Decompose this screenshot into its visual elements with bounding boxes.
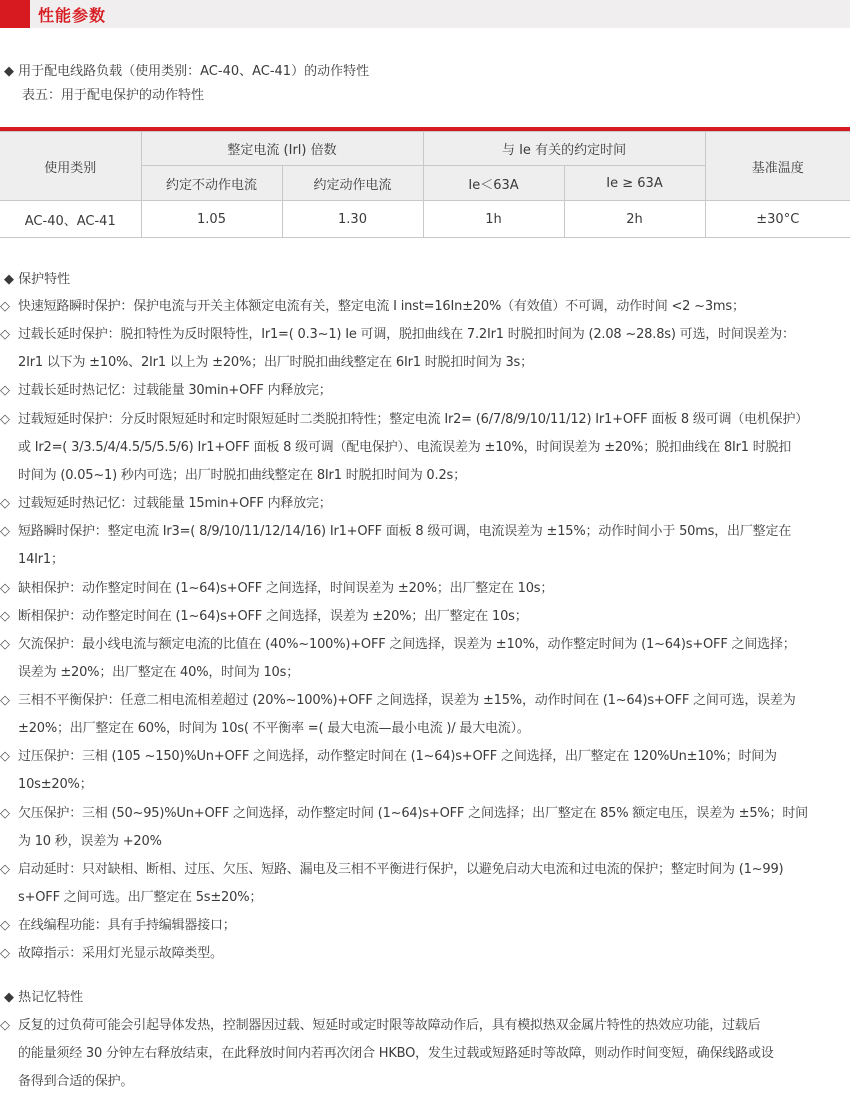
- thermal-text: 的能量须经 30 分钟左右释放结束，在此释放时间内若再次闭合 HKBO，发生过载或短路延时等故障，则动作时间变短，确保线路或设: [18, 1046, 774, 1061]
- diamond-outline-icon: ◇: [0, 693, 10, 709]
- cell-temp: ±30°C: [705, 201, 850, 238]
- protection-item-text: 过载长延时保护：脱扣特性为反时限特性，Ir1=( 0.3~1) Ie 可调，脱扣曲线在 7.2Ir1 时脱扣时间为 (2.08 ~28.8s) 可选，时间误差为：: [18, 327, 795, 343]
- protection-item-text: 断相保护：动作整定时间在 (1~64)s+OFF 之间选择，误差为 ±20%；出厂整定在 10s；: [18, 608, 528, 624]
- header-ie-ge-63a: Ie ≥ 63A: [564, 166, 705, 201]
- header-reference-temp: 基准温度: [705, 132, 850, 201]
- protection-item-text: s+OFF 之间可选。出厂整定在 5s±20%；: [18, 890, 263, 905]
- protection-item-text: 三相不平衡保护：任意二相电流相差超过 (20%~100%)+OFF 之间选择，误差为 ±15%，动作时间在 (1~64)s+OFF 之间可选，误差为: [18, 693, 796, 709]
- protection-item-text: 欠流保护：最小线电流与额定电流的比值在 (40%~100%)+OFF 之间选择，误差为 ±10%，动作整定时间为 (1~64)s+OFF 之间选择；: [18, 636, 796, 652]
- diamond-outline-icon: ◇: [0, 805, 10, 821]
- protection-item: [0, 631, 848, 687]
- table-caption: 表五：用于配电保护的动作特性: [22, 88, 205, 103]
- protection-item-text: 误差为 ±20%；出厂整定在 40%，时间为 10s；: [18, 664, 299, 680]
- protection-item-text: 过载短延时保护：分反时限短延时和定时限短延时二类脱扣特性；整定电流 Ir2= (6/7/8/9/10/11/12) Ir1+OFF 面板 8 级可调（电机保护）: [18, 411, 809, 427]
- header-ie-lt-63a: Ie＜63A: [423, 166, 564, 201]
- header-category: 使用类别: [0, 132, 141, 201]
- thermal-text: 备得到合适的保护。: [18, 1074, 134, 1089]
- protection-item: [0, 940, 848, 968]
- protection-item: [0, 293, 848, 321]
- cell-category: AC-40、AC-41: [0, 201, 141, 238]
- diamond-outline-icon: ◇: [0, 383, 10, 399]
- thermal-item: [0, 1012, 848, 1096]
- diamond-outline-icon: ◇: [0, 918, 10, 934]
- protection-item-text: 启动延时：只对缺相、断相、过压、欠压、短路、漏电及三相不平衡进行保护，以避免启动大电流和过电流的保护；整定时间为 (1~99): [18, 862, 784, 877]
- protection-item: [0, 912, 848, 940]
- diamond-outline-icon: ◇: [0, 749, 10, 765]
- protection-item: [0, 743, 848, 799]
- protection-item: [0, 490, 848, 518]
- diamond-outline-icon: ◇: [0, 524, 10, 540]
- protection-item-text: ±20%；出厂整定在 60%，时间为 10s( 不平衡率 =( 最大电流—最小电流 )/ 最大电流）。: [18, 721, 530, 737]
- page-title: 性能参数: [38, 6, 107, 25]
- protection-heading: ◆ 保护特性: [4, 272, 71, 287]
- protection-item-text: 短路瞬时保护：整定电流 Ir3=( 8/9/10/11/12/14/16) Ir1+OFF 面板 8 级可调，电流误差为 ±15%；动作时间小于 50ms，出厂整定在: [18, 524, 792, 540]
- cell-time-ge63: 2h: [564, 201, 705, 238]
- diamond-outline-icon: ◇: [0, 608, 10, 624]
- diamond-outline-icon: ◇: [0, 299, 10, 314]
- protection-item: [0, 518, 848, 574]
- cell-trip: 1.30: [282, 201, 423, 238]
- protection-item-text: 欠压保护：三相 (50~95)%Un+OFF 之间选择，动作整定时间 (1~64)s+OFF 之间选择；出厂整定在 85% 额定电压，误差为 ±5%；时间: [18, 805, 808, 821]
- header-no-trip-current: 约定不动作电流: [141, 166, 282, 201]
- protection-item-text: 过载长延时热记忆：过载能量 30min+OFF 内释放完；: [18, 383, 332, 399]
- protection-item-text: 在线编程功能：具有手持编辑器接口；: [18, 918, 236, 934]
- protection-item: [0, 321, 848, 377]
- protection-item-text: 过压保护：三相 (105 ~150)%Un+OFF 之间选择，动作整定时间在 (1~64)s+OFF 之间选择，出厂整定在 120%Un±10%；时间为: [18, 749, 777, 765]
- cell-time-lt63: 1h: [423, 201, 564, 238]
- diamond-outline-icon: ◇: [0, 327, 10, 343]
- protection-item-text: 时间为 (0.05~1) 秒内可选；出厂时脱扣曲线整定在 8Ir1 时脱扣时间为 0.2s；: [18, 467, 466, 483]
- protection-item-text: 10s±20%；: [18, 777, 93, 793]
- protection-item: [0, 575, 848, 603]
- diamond-outline-icon: ◇: [0, 1018, 10, 1033]
- protection-item-text: 或 Ir2=( 3/3.5/4/4.5/5/5.5/6) Ir1+OFF 面板 8 级可调（配电保护）、电流误差为 ±10%，时间误差为 ±20%；脱扣曲线在 8Ir1 时脱扣: [18, 439, 792, 455]
- protection-item-text: 14Ir1；: [18, 552, 64, 568]
- protection-item-text: 为 10 秒，误差为 +20%: [18, 833, 162, 849]
- protection-item: [0, 603, 848, 631]
- trip-characteristics-table: [0, 131, 850, 238]
- thermal-heading: ◆ 热记忆特性: [4, 990, 84, 1005]
- section-header: [0, 0, 850, 28]
- protection-item-text: 故障指示：采用灯光显示故障类型。: [18, 946, 223, 962]
- protection-item: [0, 856, 848, 912]
- cell-no-trip: 1.05: [141, 201, 282, 238]
- protection-item-text: 快速短路瞬时保护：保护电流与开关主体额定电流有关，整定电流 I inst=16In±20%（有效值）不可调，动作时间 <2 ~3ms；: [18, 299, 745, 314]
- header-agreed-time: 与 Ie 有关的约定时间: [423, 132, 705, 166]
- header-current-multiple: 整定电流 (Irl) 倍数: [141, 132, 423, 166]
- protection-item: [0, 687, 848, 743]
- intro-line: ◆ 用于配电线路负载（使用类别：AC-40、AC-41）的动作特性: [4, 64, 370, 79]
- thermal-text: 反复的过负荷可能会引起导体发热，控制器因过载、短延时或定时限等故障动作后，具有模拟热双金属片特性的热效应功能，过载后: [18, 1018, 761, 1033]
- diamond-outline-icon: ◇: [0, 636, 10, 652]
- protection-item-text: 过载短延时热记忆：过载能量 15min+OFF 内释放完；: [18, 496, 332, 512]
- diamond-outline-icon: ◇: [0, 496, 10, 512]
- protection-item-text: 2Ir1 以下为 ±10%、2Ir1 以上为 ±20%；出厂时脱扣曲线整定在 6Ir1 时脱扣时间为 3s；: [18, 355, 533, 371]
- diamond-outline-icon: ◇: [0, 411, 10, 427]
- diamond-outline-icon: ◇: [0, 580, 10, 596]
- header-trip-current: 约定动作电流: [282, 166, 423, 201]
- protection-item: [0, 406, 848, 490]
- protection-item: [0, 377, 848, 405]
- protection-item: [0, 800, 848, 856]
- header-accent-block: [0, 0, 30, 28]
- protection-item-text: 缺相保护：动作整定时间在 (1~64)s+OFF 之间选择，时间误差为 ±20%；出厂整定在 10s；: [18, 580, 554, 596]
- diamond-outline-icon: ◇: [0, 862, 10, 877]
- diamond-outline-icon: ◇: [0, 946, 10, 962]
